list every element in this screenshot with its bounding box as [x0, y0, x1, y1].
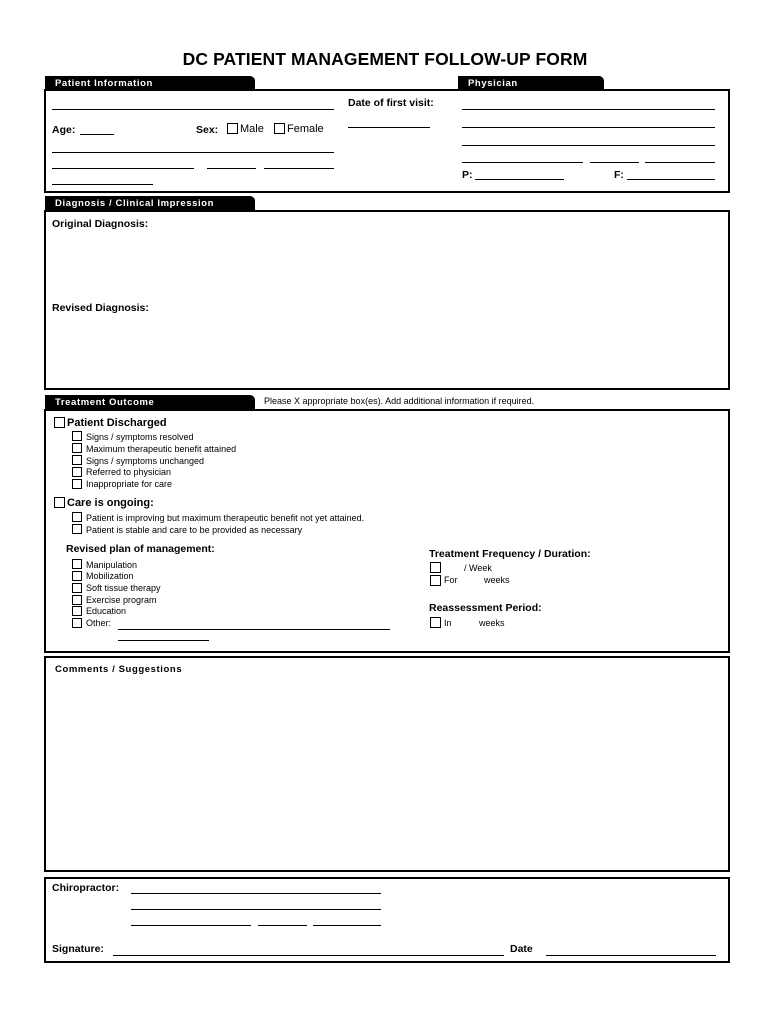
patient-province-field[interactable]: [207, 168, 256, 169]
discharged-option-checkbox[interactable]: [72, 467, 82, 477]
chiropractor-province-field[interactable]: [258, 925, 307, 926]
discharged-option-checkbox[interactable]: [72, 455, 82, 465]
discharged-option-checkbox[interactable]: [72, 443, 82, 453]
age-field[interactable]: [80, 134, 114, 135]
patient-address-field[interactable]: [52, 152, 334, 153]
female-label: Female: [287, 123, 324, 135]
ongoing-option-label: Patient is stable and care to be provided as necessary: [86, 525, 303, 535]
date-label: Date: [510, 943, 533, 955]
chiropractor-address-field[interactable]: [131, 909, 381, 910]
patient-name-field[interactable]: [52, 109, 334, 110]
physician-name-field[interactable]: [462, 109, 715, 110]
discharged-option-checkbox[interactable]: [72, 479, 82, 489]
ongoing-option-checkbox[interactable]: [72, 512, 82, 522]
male-label: Male: [240, 123, 264, 135]
discharged-option-label: Signs / symptoms resolved: [86, 432, 194, 442]
revised-diagnosis-label: Revised Diagnosis:: [52, 302, 149, 314]
physician-phone-label: P:: [462, 169, 473, 181]
in-weeks-label: weeks: [479, 618, 505, 628]
plan-option-checkbox[interactable]: [72, 559, 82, 569]
discharged-option-label: Inappropriate for care: [86, 479, 173, 489]
physician-province-field[interactable]: [590, 162, 639, 163]
signature-field[interactable]: [113, 955, 504, 956]
age-label: Age:: [52, 124, 76, 136]
discharged-option-label: Maximum therapeutic benefit attained: [86, 444, 237, 454]
comments-field[interactable]: [50, 680, 724, 866]
physician-phone-field[interactable]: [475, 179, 564, 180]
diagnosis-tab: Diagnosis / Clinical Impression: [45, 196, 255, 210]
plan-option-checkbox[interactable]: [72, 606, 82, 616]
plan-option-checkbox[interactable]: [72, 595, 82, 605]
ongoing-option-checkbox[interactable]: [72, 524, 82, 534]
for-weeks-checkbox[interactable]: [430, 575, 441, 586]
patient-postal-code-field[interactable]: [264, 168, 334, 169]
comments-label: Comments / Suggestions: [55, 664, 183, 675]
date-first-visit-label: Date of first visit:: [348, 97, 434, 109]
plan-other-label: Other:: [86, 618, 112, 628]
date-field[interactable]: [546, 955, 716, 956]
care-ongoing-checkbox[interactable]: [54, 497, 65, 508]
physician-address-field[interactable]: [462, 127, 715, 128]
plan-option-checkbox[interactable]: [72, 571, 82, 581]
ongoing-option-label: Patient is improving but maximum therapeutic benefit not yet attained.: [86, 513, 365, 523]
patient-information-tab: Patient Information: [45, 76, 255, 90]
weeks-label: weeks: [484, 575, 510, 585]
patient-discharged-label: Patient Discharged: [67, 417, 167, 429]
patient-city-field[interactable]: [52, 168, 194, 169]
plan-other-field[interactable]: [118, 629, 390, 630]
plan-option-label: Manipulation: [86, 560, 138, 570]
original-diagnosis-field[interactable]: [50, 234, 724, 294]
original-diagnosis-label: Original Diagnosis:: [52, 218, 149, 230]
treatment-instruction: Please X appropriate box(es). Add additional information if required.: [264, 396, 535, 406]
chiropractor-name-field[interactable]: [131, 893, 381, 894]
form-title: DC PATIENT MANAGEMENT FOLLOW-UP FORM: [182, 49, 588, 69]
revised-plan-label: Revised plan of management:: [66, 543, 215, 555]
chiropractor-label: Chiropractor:: [52, 882, 120, 894]
plan-other-field-2[interactable]: [118, 640, 209, 641]
plan-option-checkbox[interactable]: [72, 583, 82, 593]
plan-option-label: Exercise program: [86, 595, 157, 605]
per-week-checkbox[interactable]: [430, 562, 441, 573]
physician-fax-label: F:: [614, 169, 624, 181]
per-week-label: / Week: [464, 563, 492, 573]
discharged-option-label: Referred to physician: [86, 467, 172, 477]
discharged-option-checkbox[interactable]: [72, 431, 82, 441]
plan-option-label: Education: [86, 606, 127, 616]
physician-city-field[interactable]: [462, 162, 583, 163]
physician-fax-field[interactable]: [627, 179, 715, 180]
patient-discharged-checkbox[interactable]: [54, 417, 65, 428]
chiropractor-postal-code-field[interactable]: [313, 925, 381, 926]
plan-option-label: Soft tissue therapy: [86, 583, 161, 593]
discharged-option-label: Signs / symptoms unchanged: [86, 456, 205, 466]
reassessment-in-checkbox[interactable]: [430, 617, 441, 628]
treatment-outcome-tab: Treatment Outcome: [45, 395, 255, 409]
signature-label: Signature:: [52, 943, 104, 955]
date-first-visit-field[interactable]: [348, 127, 430, 128]
treatment-frequency-label: Treatment Frequency / Duration:: [429, 548, 591, 560]
reassessment-period-label: Reassessment Period:: [429, 602, 542, 614]
revised-diagnosis-field[interactable]: [50, 318, 724, 384]
plan-other-checkbox[interactable]: [72, 618, 82, 628]
sex-label: Sex:: [196, 124, 219, 136]
chiropractor-city-field[interactable]: [131, 925, 251, 926]
plan-option-label: Mobilization: [86, 571, 134, 581]
physician-postal-code-field[interactable]: [645, 162, 715, 163]
for-label: For: [444, 575, 458, 585]
physician-address-2-field[interactable]: [462, 145, 715, 146]
in-label: In: [444, 618, 452, 628]
patient-phone-field[interactable]: [52, 184, 153, 185]
female-checkbox[interactable]: [274, 123, 285, 134]
care-ongoing-label: Care is ongoing:: [67, 497, 154, 509]
male-checkbox[interactable]: [227, 123, 238, 134]
chiropractor-section: [44, 877, 730, 963]
physician-tab: Physician: [458, 76, 604, 90]
